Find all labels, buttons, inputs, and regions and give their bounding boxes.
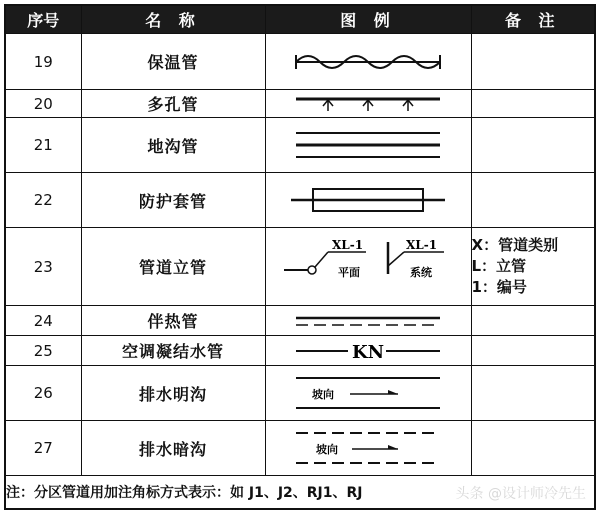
row-no: 19 <box>5 34 81 90</box>
covered-drain-symbol <box>265 421 471 476</box>
row-name: 管道立管 <box>81 228 265 306</box>
row-remark <box>471 366 595 421</box>
table-row <box>5 306 595 336</box>
row-no: 21 <box>5 118 81 173</box>
table-row <box>5 34 595 90</box>
row-remark <box>471 306 595 336</box>
table-row <box>5 336 595 366</box>
heat-tracing-pipe-symbol <box>265 306 471 336</box>
row-remark <box>471 34 595 90</box>
covered-drain-slope-label: 坡向 <box>316 443 338 456</box>
condensate-pipe-symbol <box>265 336 471 366</box>
legend-table <box>4 4 596 510</box>
row-name: 保温管 <box>81 34 265 90</box>
row-name: 地沟管 <box>81 118 265 173</box>
header-remark: 备 注 <box>471 5 595 34</box>
row-name: 空调凝结水管 <box>81 336 265 366</box>
riser-plan-label: 平面 <box>338 265 360 279</box>
riser-pipe-symbol <box>265 228 471 306</box>
header-no: 序号 <box>5 5 81 34</box>
footnote-text: 注：分区管道用加注角标方式表示：如 J1、J2、RJ1、RJ <box>6 485 363 501</box>
open-drain-symbol <box>265 366 471 421</box>
header-symbol: 图 例 <box>265 5 471 34</box>
remark-line: 1：编号 <box>471 278 527 296</box>
row-remark <box>471 173 595 228</box>
row-remark <box>471 336 595 366</box>
table-row <box>5 90 595 118</box>
riser-system-label: 系统 <box>410 265 432 279</box>
footnote-row <box>5 476 595 510</box>
table-row <box>5 228 595 306</box>
watermark: 头条 @设计师冷先生 <box>455 486 586 502</box>
header-name: 名 称 <box>81 5 265 34</box>
riser-code-plan: XL-1 <box>332 237 364 252</box>
row-no: 26 <box>5 366 81 421</box>
row-name: 伴热管 <box>81 306 265 336</box>
table-row <box>5 366 595 421</box>
row-remark <box>471 90 595 118</box>
row-name: 多孔管 <box>81 90 265 118</box>
open-drain-slope-label: 坡向 <box>312 388 334 401</box>
porous-pipe-symbol <box>265 90 471 118</box>
remark-line: X：管道类别 <box>471 236 559 254</box>
table-row <box>5 173 595 228</box>
row-no: 23 <box>5 228 81 306</box>
row-no: 22 <box>5 173 81 228</box>
remark-line: L：立管 <box>471 257 527 275</box>
insulated-pipe-symbol <box>265 34 471 90</box>
row-remark <box>471 421 595 476</box>
riser-remarks <box>471 228 595 306</box>
row-no: 27 <box>5 421 81 476</box>
row-remark <box>471 118 595 173</box>
row-name: 排水明沟 <box>81 366 265 421</box>
row-no: 25 <box>5 336 81 366</box>
table-row <box>5 118 595 173</box>
trench-pipe-symbol <box>265 118 471 173</box>
row-name: 防护套管 <box>81 173 265 228</box>
header-row <box>5 5 595 34</box>
row-name: 排水暗沟 <box>81 421 265 476</box>
protective-sleeve-symbol <box>265 173 471 228</box>
footnote-cell <box>5 476 595 510</box>
riser-code-system: XL-1 <box>406 237 438 252</box>
row-no: 20 <box>5 90 81 118</box>
condensate-code: KN <box>352 341 385 363</box>
table-row <box>5 421 595 476</box>
row-no: 24 <box>5 306 81 336</box>
